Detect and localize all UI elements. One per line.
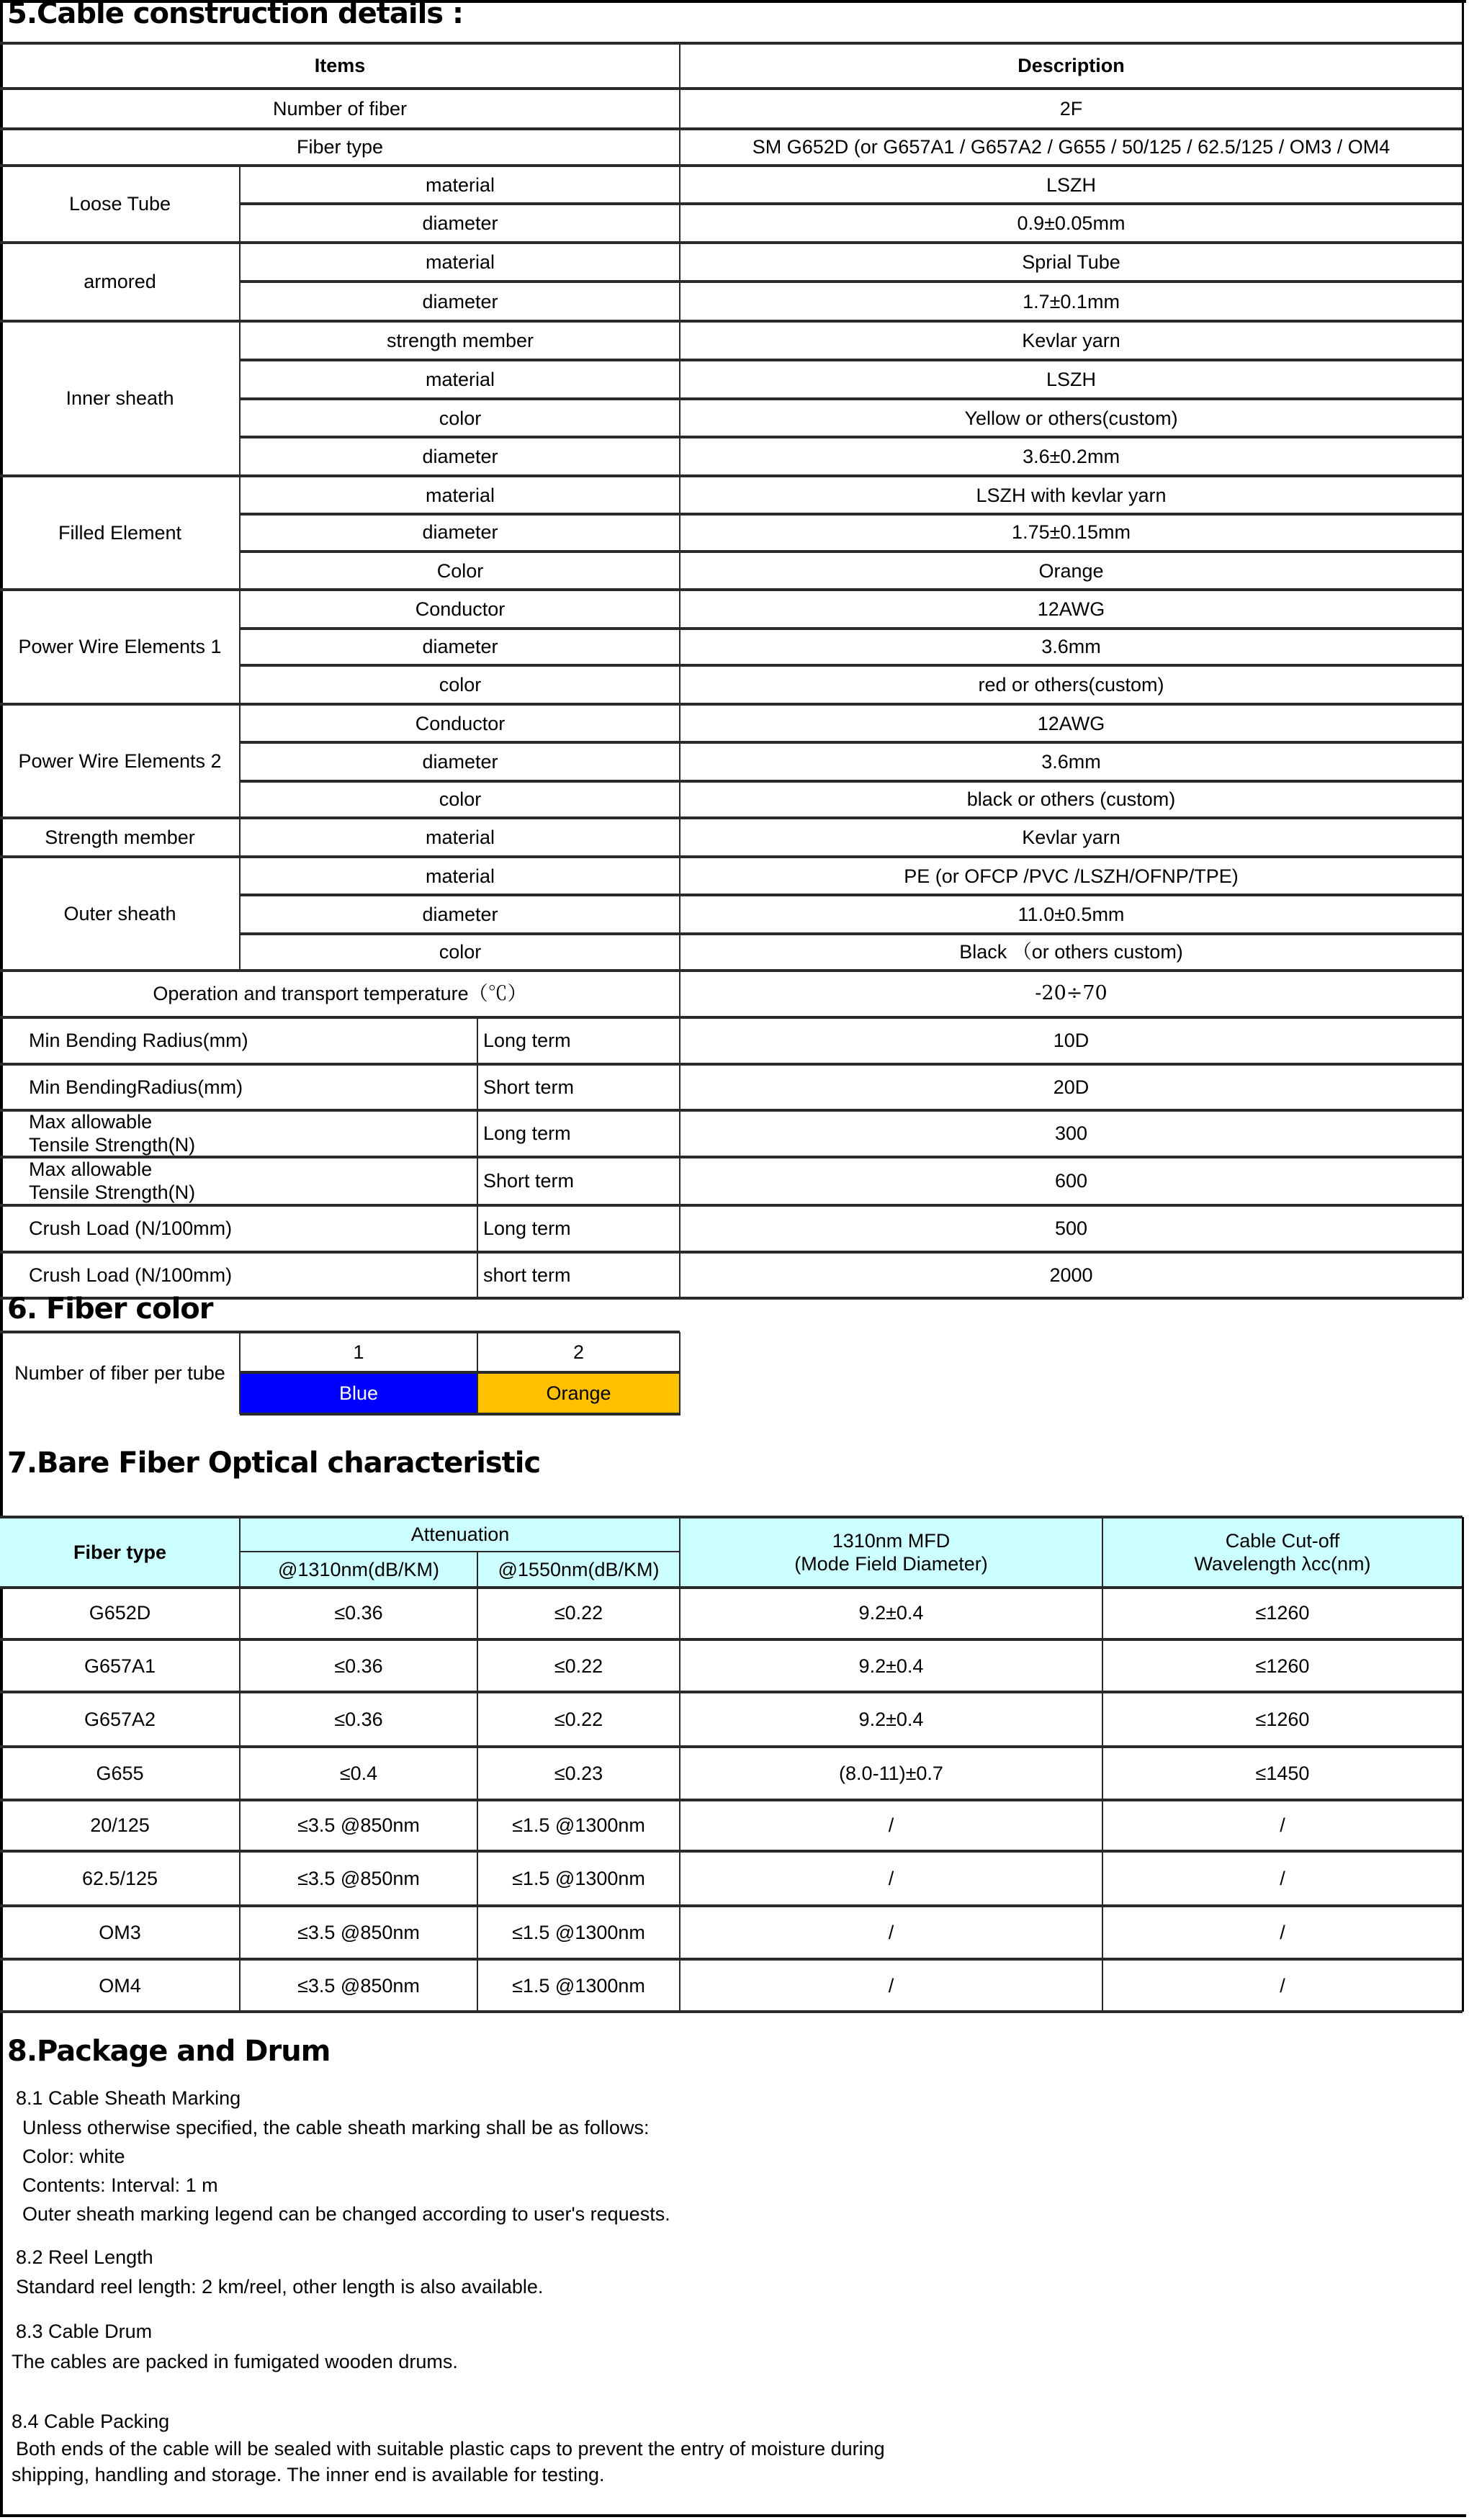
column-divider <box>239 1517 241 2012</box>
optical-cell-att1550: ≤0.22 <box>554 1655 603 1677</box>
property-label: Conductor <box>415 598 506 620</box>
optical-cell-att1550: ≤1.5 @1300nm <box>512 1921 645 1943</box>
paragraph-line: Both ends of the cable will be sealed with suitable plastic caps to prevent the entry of moisture during <box>16 2438 885 2460</box>
mechanical-item-label: Crush Load (N/100mm) <box>29 1218 233 1240</box>
property-label: material <box>425 368 495 390</box>
mechanical-value: 10D <box>1053 1030 1090 1052</box>
optical-cell-mfd: 9.2±0.4 <box>858 1708 924 1730</box>
column-divider <box>477 1552 478 2012</box>
term-label: Long term <box>483 1218 571 1240</box>
optical-cell-att1550: ≤0.22 <box>554 1708 603 1730</box>
property-value: 1.75±0.15mm <box>1012 521 1131 544</box>
property-label: diameter <box>422 903 498 925</box>
section-title-fiber-color: 6. Fiber color <box>7 1292 213 1326</box>
header-description: Description <box>1017 54 1125 76</box>
property-label: Conductor <box>415 712 506 734</box>
header-mfd-line: (Mode Field Diameter) <box>794 1553 988 1575</box>
optical-cell-mfd: / <box>888 1921 894 1943</box>
paragraph-line: The cables are packed in fumigated wooden drums. <box>12 2351 458 2372</box>
column-divider <box>477 1017 478 1299</box>
mechanical-value: 20D <box>1053 1076 1090 1099</box>
property-value: 3.6mm <box>1041 750 1101 773</box>
mechanical-item-label: Min BendingRadius(mm) <box>29 1076 243 1099</box>
property-label: color <box>439 407 482 429</box>
mechanical-value: 600 <box>1054 1170 1088 1192</box>
property-value: 11.0±0.5mm <box>1017 903 1125 925</box>
property-value: red or others(custom) <box>978 673 1164 696</box>
paragraph-line: Color: white <box>22 2146 125 2167</box>
group-label: Loose Tube <box>68 193 171 215</box>
property-value: PE (or OFCP /PVC /LSZH/OFNP/TPE) <box>904 865 1239 887</box>
property-value: 12AWG <box>1037 598 1105 620</box>
subsection-title-cable-packing: 8.4 Cable Packing <box>12 2411 170 2432</box>
property-value: LSZH <box>1046 368 1097 390</box>
section-title-cable-construction: 5.Cable construction details : <box>7 0 464 30</box>
mechanical-value: 300 <box>1054 1122 1088 1145</box>
mechanical-value: 2000 <box>1049 1264 1093 1287</box>
property-label: material <box>425 251 495 273</box>
paragraph-line: Outer sheath marking legend can be changed according to user's requests. <box>22 2203 670 2225</box>
property-value: 3.6mm <box>1041 636 1101 658</box>
optical-cell-type: G655 <box>96 1762 144 1784</box>
header-mfd <box>680 1517 1102 1588</box>
property-value: black or others (custom) <box>966 788 1176 811</box>
paragraph-line: Standard reel length: 2 km/reel, other length is also available. <box>16 2276 544 2298</box>
optical-cell-cutoff: / <box>1280 1974 1285 1997</box>
section-title-optical-characteristic: 7.Bare Fiber Optical characteristic <box>7 1446 541 1480</box>
term-label: Short term <box>483 1170 575 1192</box>
mechanical-item-label: Crush Load (N/100mm) <box>29 1264 233 1287</box>
property-value: 0.9±0.05mm <box>1017 212 1126 234</box>
optical-cell-att1310: ≤3.5 @850nm <box>297 1867 420 1889</box>
header-fiber-type: Fiber type <box>73 1541 167 1563</box>
property-value: Sprial Tube <box>1022 251 1120 273</box>
column-divider <box>1102 1517 1103 2012</box>
row-divider <box>240 1413 680 1416</box>
optical-cell-type: G657A1 <box>84 1655 156 1677</box>
property-value: 1.7±0.1mm <box>1023 290 1120 312</box>
subsection-title-sheath-marking: 8.1 Cable Sheath Marking <box>16 2087 241 2109</box>
property-value: 3.6±0.2mm <box>1023 445 1120 467</box>
optical-cell-att1550: ≤1.5 @1300nm <box>512 1814 645 1837</box>
fiber-per-tube-label: Number of fiber per tube <box>14 1362 225 1384</box>
column-divider <box>477 1332 478 1414</box>
property-label: strength member <box>386 329 534 351</box>
optical-cell-att1310: ≤3.5 @850nm <box>297 1814 420 1837</box>
property-label: material <box>425 865 495 887</box>
optical-cell-att1550: ≤1.5 @1300nm <box>512 1974 645 1997</box>
fiber-color-blue-swatch: Blue <box>240 1372 477 1414</box>
optical-cell-cutoff: ≤1450 <box>1255 1762 1310 1784</box>
optical-cell-type: 62.5/125 <box>81 1867 158 1889</box>
optical-cell-mfd: / <box>888 1814 894 1837</box>
section-title-package-drum: 8.Package and Drum <box>7 2035 331 2068</box>
optical-cell-type: OM3 <box>99 1921 141 1943</box>
property-value: Kevlar yarn <box>1022 329 1120 351</box>
mechanical-value: 500 <box>1054 1218 1088 1240</box>
row-divider <box>0 1297 1463 1300</box>
mechanical-item-label <box>0 1110 477 1157</box>
fiber-type-value: SM G652D (or G657A1 / G657A2 / G655 / 50/125 / 62.5/125 / OM3 / OM4 <box>752 136 1391 158</box>
property-value: Kevlar yarn <box>1022 826 1120 848</box>
group-label: Inner sheath <box>66 387 174 409</box>
property-label: material <box>425 174 495 196</box>
number-of-fiber-label: Number of fiber <box>272 97 408 120</box>
optical-cell-mfd: 9.2±0.4 <box>858 1655 924 1677</box>
property-value: LSZH <box>1046 174 1097 196</box>
property-label: material <box>425 826 495 848</box>
optical-cell-cutoff: ≤1260 <box>1255 1655 1310 1677</box>
column-divider <box>679 1517 680 2012</box>
group-label: Power Wire Elements 1 <box>18 635 222 657</box>
optical-cell-mfd: / <box>888 1974 894 1997</box>
group-label: Strength member <box>45 826 195 848</box>
optical-cell-cutoff: / <box>1280 1921 1285 1943</box>
header-cutoff-line: Wavelength λcc(nm) <box>1194 1553 1371 1575</box>
optical-cell-att1310: ≤0.4 <box>339 1762 378 1784</box>
fiber-number: 2 <box>572 1341 585 1363</box>
property-label: color <box>439 788 482 811</box>
property-label: diameter <box>422 290 498 312</box>
optical-cell-att1550: ≤0.22 <box>554 1602 603 1624</box>
header-att-1310: @1310nm(dB/KM) <box>278 1559 439 1581</box>
group-label: Power Wire Elements 2 <box>18 750 222 772</box>
temperature-label: Operation and transport temperature（℃） <box>153 983 527 1005</box>
paragraph-line: shipping, handling and storage. The inner end is available for testing. <box>12 2464 605 2485</box>
optical-cell-att1310: ≤0.36 <box>334 1708 383 1730</box>
number-of-fiber-value: 2F <box>1059 97 1083 120</box>
temperature-value: -20÷70 <box>1035 982 1108 1005</box>
label-line-2: Tensile Strength(N) <box>29 1133 196 1156</box>
optical-cell-att1310: ≤3.5 @850nm <box>297 1974 420 1997</box>
header-attenuation: Attenuation <box>410 1524 510 1546</box>
column-divider <box>679 1332 680 1414</box>
property-label: diameter <box>422 636 498 658</box>
property-value: Yellow or others(custom) <box>964 407 1178 429</box>
label-line-2: Tensile Strength(N) <box>29 1181 196 1203</box>
optical-cell-type: OM4 <box>99 1974 141 1997</box>
optical-cell-att1310: ≤3.5 @850nm <box>297 1921 420 1943</box>
term-label: short term <box>483 1264 571 1287</box>
optical-cell-type: G657A2 <box>84 1708 156 1730</box>
property-label: diameter <box>422 212 498 234</box>
optical-cell-att1550: ≤1.5 @1300nm <box>512 1867 645 1889</box>
property-label: color <box>439 941 482 963</box>
mechanical-item-label <box>0 1157 477 1205</box>
optical-cell-type: G652D <box>89 1602 151 1624</box>
property-value: Orange <box>1038 559 1104 582</box>
paragraph-line: Contents: Interval: 1 m <box>22 2174 218 2196</box>
fiber-color-orange-swatch: Orange <box>477 1372 680 1414</box>
subsection-title-reel-length: 8.2 Reel Length <box>16 2246 153 2268</box>
header-att-1550: @1550nm(dB/KM) <box>498 1559 660 1581</box>
optical-cell-cutoff: / <box>1280 1867 1285 1889</box>
fiber-type-label: Fiber type <box>296 136 384 158</box>
header-items: Items <box>314 54 366 76</box>
mechanical-item-label: Min Bending Radius(mm) <box>29 1030 248 1052</box>
property-label: diameter <box>422 445 498 467</box>
optical-cell-att1310: ≤0.36 <box>334 1602 383 1624</box>
group-label: Filled Element <box>58 521 182 544</box>
paragraph-line: Unless otherwise specified, the cable sheath marking shall be as follows: <box>22 2117 650 2138</box>
term-label: Long term <box>483 1122 571 1145</box>
label-line-1: Max allowable <box>29 1158 153 1181</box>
optical-cell-cutoff: / <box>1280 1814 1285 1837</box>
group-label: Outer sheath <box>63 902 176 924</box>
property-value: Black （or others custom) <box>959 941 1183 963</box>
term-label: Short term <box>483 1076 575 1099</box>
header-mfd-line: 1310nm MFD <box>832 1529 951 1552</box>
term-label: Long term <box>483 1030 571 1052</box>
column-divider <box>1462 0 1464 1298</box>
column-divider <box>1462 1517 1464 2012</box>
header-cutoff-line: Cable Cut-off <box>1225 1529 1340 1552</box>
optical-cell-cutoff: ≤1260 <box>1255 1602 1310 1624</box>
optical-cell-type: 20/125 <box>90 1814 150 1837</box>
optical-cell-att1550: ≤0.23 <box>554 1762 603 1784</box>
property-label: diameter <box>422 750 498 773</box>
property-value: 12AWG <box>1037 712 1105 734</box>
property-label: material <box>425 484 495 506</box>
subsection-title-cable-drum: 8.3 Cable Drum <box>16 2321 153 2342</box>
column-divider <box>679 43 680 1298</box>
property-label: Color <box>436 559 484 582</box>
optical-cell-cutoff: ≤1260 <box>1255 1708 1310 1730</box>
optical-cell-mfd: (8.0-11)±0.7 <box>839 1762 943 1784</box>
row-divider <box>240 1371 680 1374</box>
column-divider <box>239 166 241 971</box>
row-divider <box>0 2010 1463 2013</box>
optical-cell-att1310: ≤0.36 <box>334 1655 383 1677</box>
optical-cell-mfd: / <box>888 1867 894 1889</box>
property-label: color <box>439 673 482 696</box>
column-divider <box>239 1332 241 1414</box>
group-label: armored <box>84 271 156 293</box>
optical-cell-mfd: 9.2±0.4 <box>858 1602 924 1624</box>
fiber-number: 1 <box>353 1341 364 1363</box>
label-line-1: Max allowable <box>29 1111 153 1133</box>
property-value: LSZH with kevlar yarn <box>976 484 1167 506</box>
header-cutoff <box>1102 1517 1463 1588</box>
property-label: diameter <box>422 521 498 544</box>
